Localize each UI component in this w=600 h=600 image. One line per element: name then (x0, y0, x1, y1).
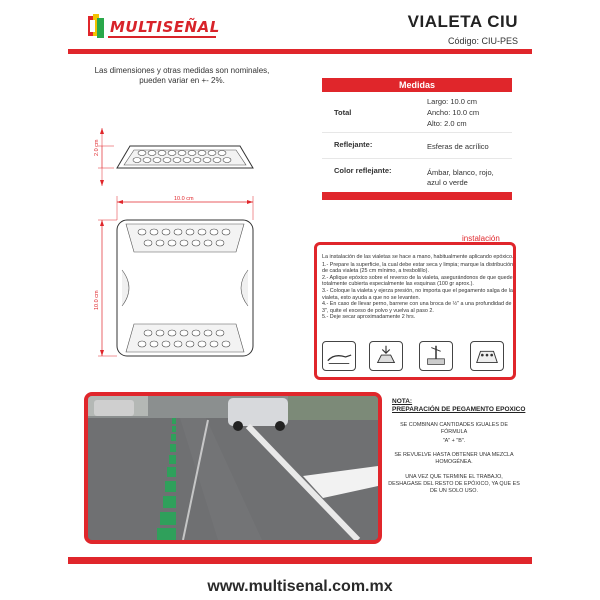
install-step: 5.- Deje secar aproximadamente 2 hrs. (322, 314, 416, 321)
install-intro: La instalación de las vialetas se hace a mano, habitualmente aplicando epóxico. (322, 254, 514, 260)
page-title: VIALETA CIU (407, 12, 518, 31)
specs-footer-bar (322, 192, 512, 200)
header-divider (68, 49, 532, 54)
specs-title: Medidas (322, 78, 512, 92)
finished-marker-icon (470, 341, 504, 371)
spec-label: Reflejante: (334, 140, 373, 149)
install-step: 3.- Coloque la vialeta y ejerza presión, no importa que el pegamento salga de la vialeta, esto ayuda a que no se levanten. (322, 287, 513, 301)
spec-value: azul o verde (427, 178, 468, 187)
dimensions-note: Las dimensiones y otras medidas son nominales, pueden variar en +- 2%. (94, 66, 270, 85)
width-dimension-label: 10.0 cm (174, 196, 194, 202)
note-paragraph: SE COMBINAN CANTIDADES IGUALES DE FÓRMULA (400, 422, 508, 435)
length-dimension-label: 10.0 cm (94, 290, 100, 310)
height-dimension-label: 2.0 cm (94, 139, 100, 156)
spec-value: Esferas de acrílico (427, 142, 489, 151)
footer-divider (68, 557, 532, 564)
road-installation-photo (84, 392, 382, 544)
install-step: 2.- Aplique epóxico sobre el reverso de la vialeta, asegurándonos de que quede totalmente cubierta especialmente las esquinas (100 gr aprox.). (322, 274, 513, 288)
install-title: instalación (462, 234, 500, 243)
note-paragraph: UNA VEZ QUE TERMINE EL TRABAJO, DESHAGASE DEL RESTO DE EPÓXICO, YA QUE ES DE UN SOLO USO. (388, 474, 520, 494)
note-subheading: PREPARACIÓN DE PEGAMENTO EPOXICO (392, 406, 526, 413)
technical-drawing (92, 120, 272, 370)
note-paragraph: "A" + "B". (442, 438, 466, 444)
spec-value: Largo: 10.0 cm (427, 97, 478, 106)
spec-value: Ancho: 10.0 cm (427, 108, 480, 117)
drill-icon (419, 341, 453, 371)
hand-apply-icon (322, 341, 356, 371)
spec-value: Ámbar, blanco, rojo, (427, 168, 494, 177)
spec-label: Color reflejante: (334, 166, 392, 175)
brand-underline (108, 36, 216, 38)
spec-row-reflector (322, 134, 512, 159)
press-marker-icon (369, 341, 403, 371)
brand-logo-mark (88, 14, 110, 38)
side-view-drawing (98, 128, 253, 186)
top-view-drawing (98, 220, 253, 356)
product-code: Código: CIU-PES (447, 36, 518, 46)
spec-label: Total (334, 108, 352, 117)
spec-row-total (322, 96, 512, 133)
install-step: 1.- Prepare la superficie, la cual debe estar seca y limpia; marque la distribución de cada vialeta (25 cm mínimo, a tresbolillo). (322, 261, 514, 275)
note-heading: NOTA: (392, 398, 413, 405)
note-paragraph: SE REVUELVE HASTA OBTENER UNA MEZCLA HOMOGÉNEA. (394, 452, 514, 465)
install-instructions (322, 254, 514, 321)
spec-row-reflector-color (322, 160, 512, 190)
brand-name: MULTISEÑAL (110, 18, 220, 36)
spec-value: Alto: 2.0 cm (427, 119, 467, 128)
website-link[interactable]: www.multisenal.com.mx (207, 578, 393, 595)
install-step: 4.- En caso de llevar perno, barrene con una broca de ½" a una profundidad de 3", quite el exceso de polvo y vuelva al paso 2. (322, 301, 512, 314)
